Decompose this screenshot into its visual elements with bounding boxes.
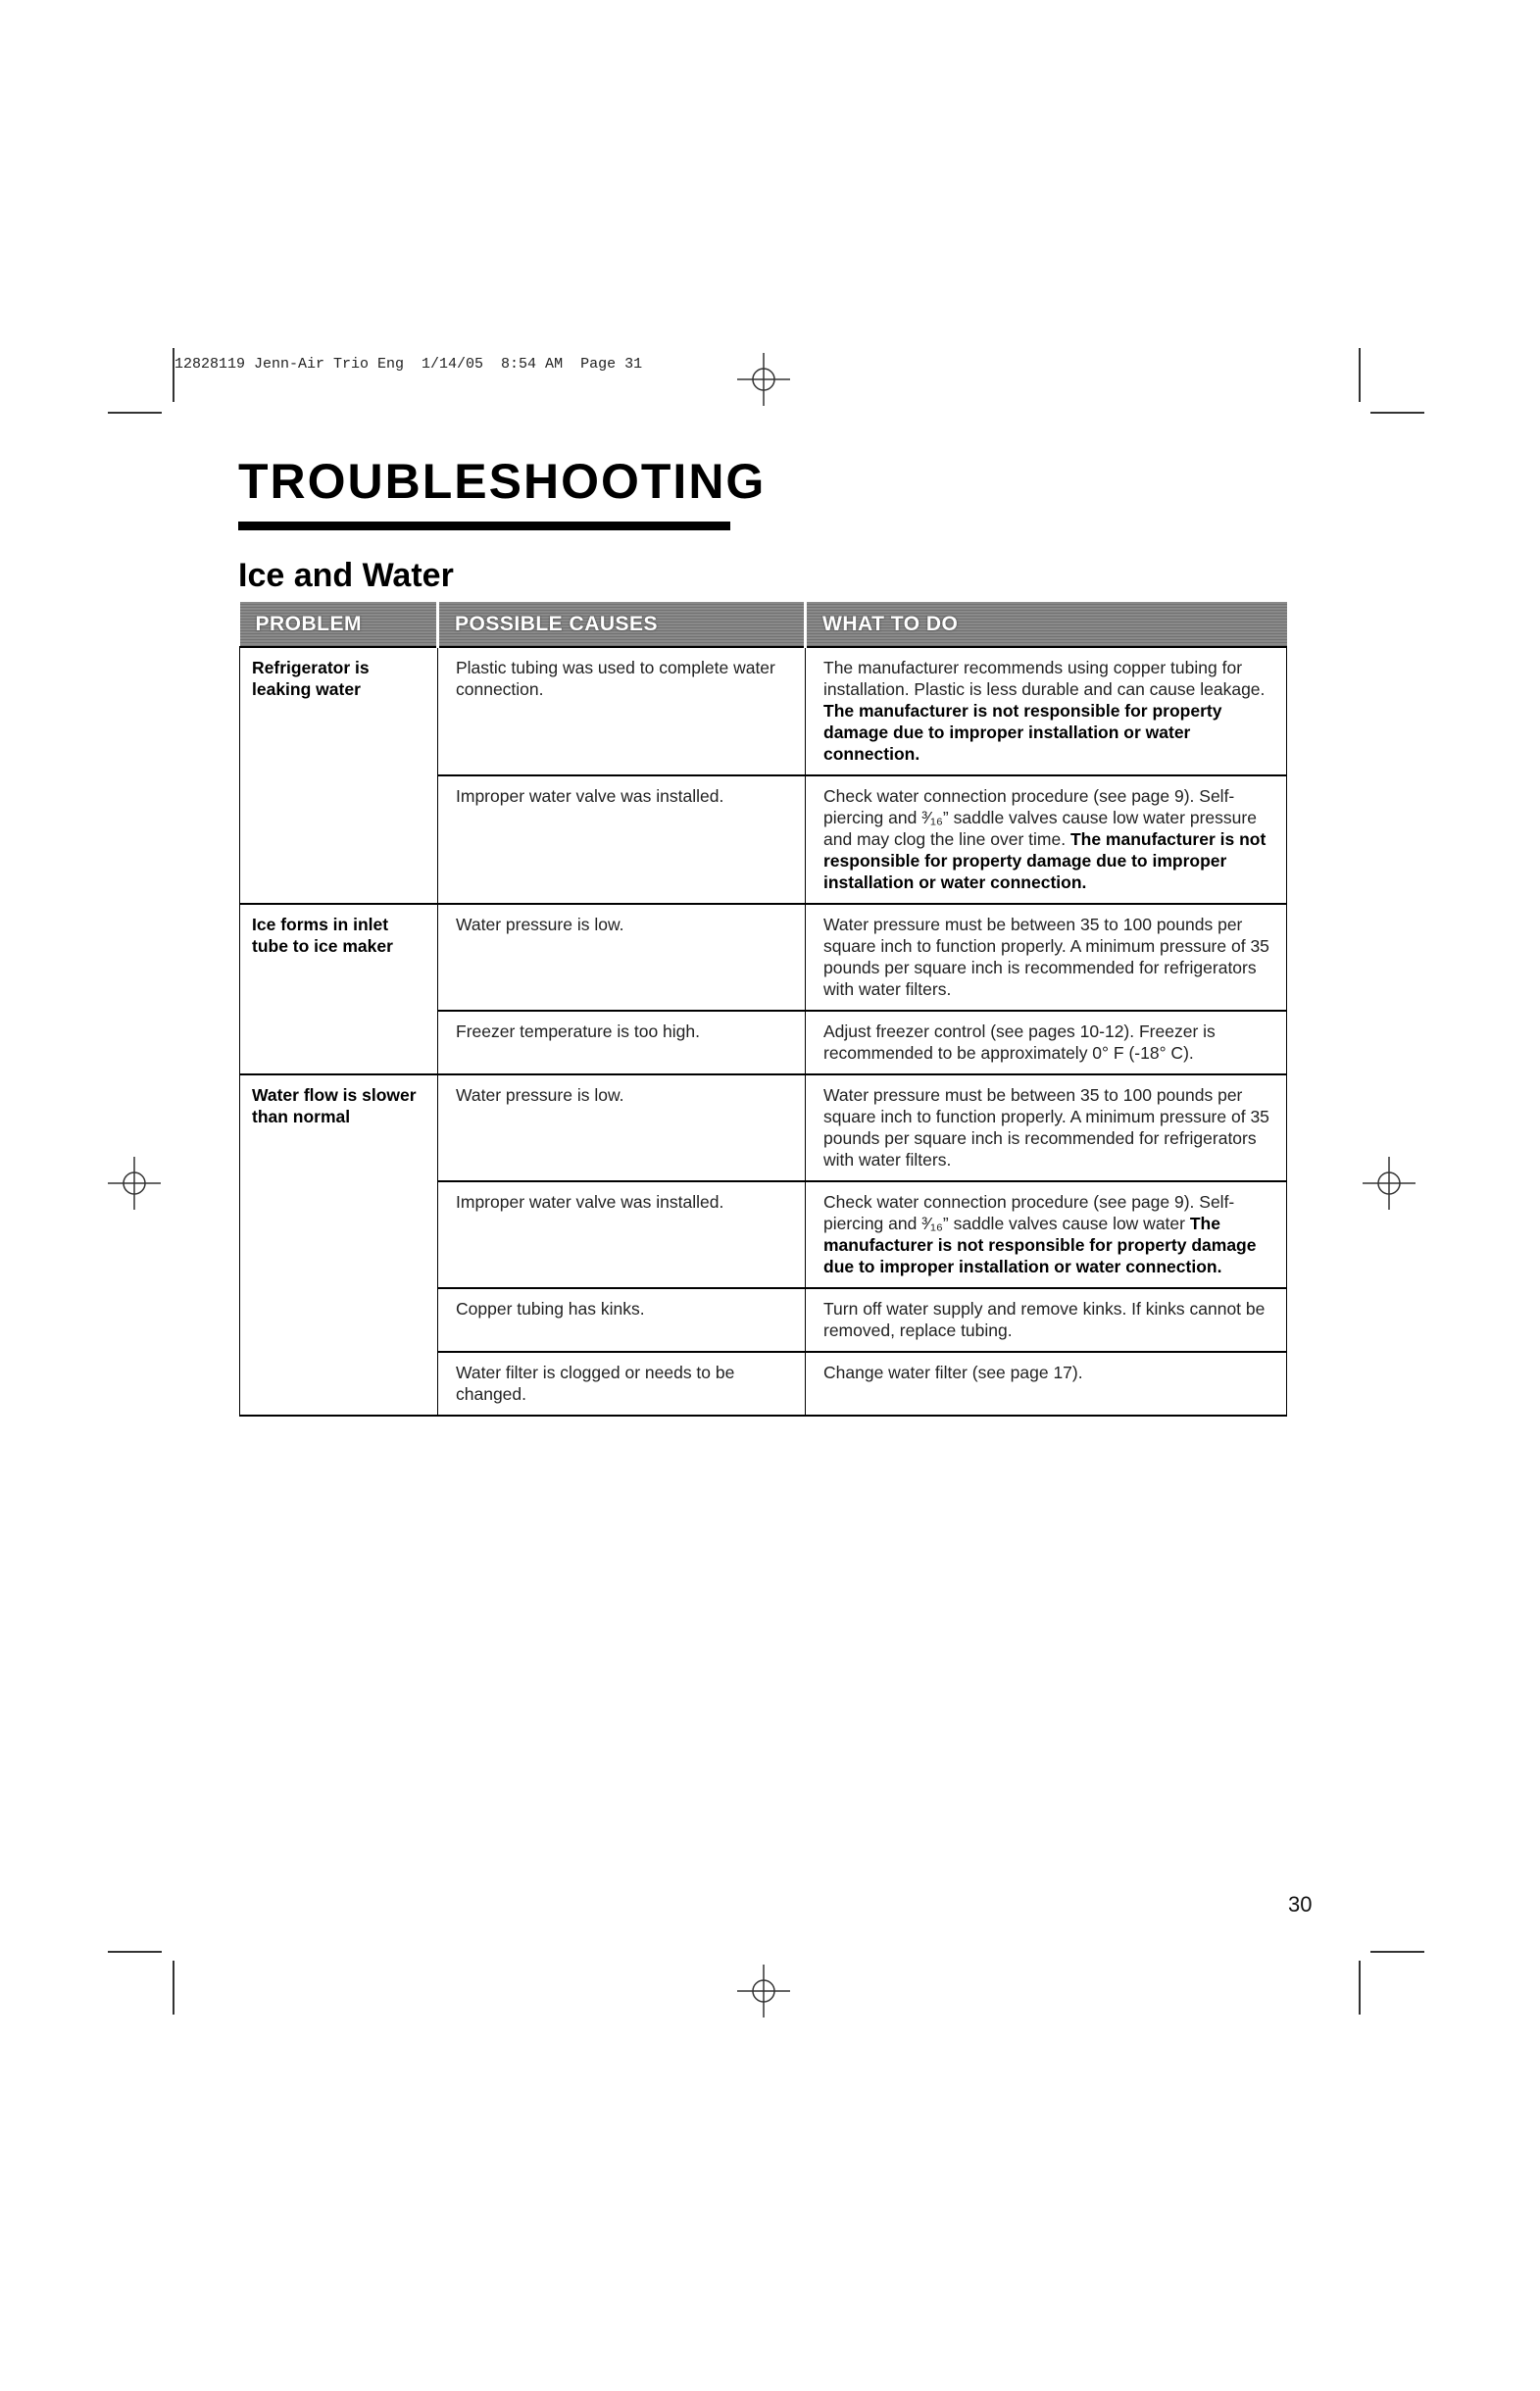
solution-text: Water pressure must be between 35 to 100 pounds per square inch to function properly. A minimum pressure of 35 pounds per square inch is recommended for refrigerators with water filters. bbox=[823, 1085, 1269, 1170]
registration-mark-icon bbox=[737, 353, 790, 406]
cause-cell: Freezer temperature is too high. bbox=[438, 1011, 806, 1074]
solution-text: Water pressure must be between 35 to 100 pounds per square inch to function properly. A minimum pressure of 35 pounds per square inch is recommended for refrigerators with water filters. bbox=[823, 915, 1269, 999]
solution-cell bbox=[806, 1074, 1287, 1181]
cause-cell: Improper water valve was installed. bbox=[438, 775, 806, 904]
solution-cell bbox=[806, 1011, 1287, 1074]
table-row bbox=[240, 1074, 1287, 1181]
registration-mark-icon bbox=[1363, 1157, 1416, 1210]
registration-mark-icon bbox=[108, 1157, 161, 1210]
table-row bbox=[240, 904, 1287, 1011]
solution-text: The manufacturer recommends using copper tubing for installation. Plastic is less durable and can cause leakage. bbox=[823, 658, 1266, 699]
solution-warning: The manufacturer is not responsible for property damage due to improper installation or water connection. bbox=[823, 701, 1222, 764]
table-row bbox=[240, 647, 1287, 775]
crop-mark bbox=[173, 348, 174, 402]
solution-cell bbox=[806, 1181, 1287, 1288]
solution-text: Check water connection procedure (see page 9). Self-piercing and ³⁄₁₆” saddle valves cause low water pressure and may clog the line over time. bbox=[823, 786, 1257, 849]
header-problem: PROBLEM bbox=[240, 602, 438, 647]
solution-cell bbox=[806, 775, 1287, 904]
solution-cell bbox=[806, 1352, 1287, 1416]
solution-cell bbox=[806, 647, 1287, 775]
solution-cell bbox=[806, 904, 1287, 1011]
crop-mark bbox=[1370, 1951, 1424, 1953]
crop-mark bbox=[1359, 348, 1361, 402]
crop-mark bbox=[108, 412, 162, 414]
problem-cell: Refrigerator is leaking water bbox=[240, 647, 438, 904]
problem-cell: Water flow is slower than normal bbox=[240, 1074, 438, 1416]
crop-mark bbox=[1370, 412, 1424, 414]
solution-cell bbox=[806, 1288, 1287, 1352]
header-what-to-do: WHAT TO DO bbox=[806, 602, 1287, 647]
print-slug: 12828119 Jenn-Air Trio Eng 1/14/05 8:54 AM Page 31 bbox=[174, 356, 643, 373]
crop-mark bbox=[1359, 1961, 1361, 2015]
solution-warning: The manufacturer is not responsible for property damage due to improper installation or water connection. bbox=[823, 829, 1267, 892]
problem-cell: Ice forms in inlet tube to ice maker bbox=[240, 904, 438, 1074]
solution-text: Check water connection procedure (see page 9). Self-piercing and ³⁄₁₆” saddle valves cause low water bbox=[823, 1192, 1235, 1233]
registration-mark-icon bbox=[737, 1965, 790, 2017]
solution-text: Change water filter (see page 17). bbox=[823, 1363, 1083, 1382]
crop-mark bbox=[108, 1951, 162, 1953]
crop-mark bbox=[173, 1961, 174, 2015]
solution-warning: The manufacturer is not responsible for property damage due to improper installation or water connection. bbox=[823, 1214, 1257, 1276]
troubleshooting-table bbox=[239, 602, 1287, 1417]
title-rule bbox=[238, 522, 730, 530]
cause-cell: Water pressure is low. bbox=[438, 904, 806, 1011]
page-title: TROUBLESHOOTING bbox=[238, 454, 767, 509]
solution-text: Turn off water supply and remove kinks. If kinks cannot be removed, replace tubing. bbox=[823, 1299, 1266, 1340]
page-number: 30 bbox=[1288, 1892, 1313, 1917]
header-possible-causes: POSSIBLE CAUSES bbox=[438, 602, 806, 647]
cause-cell: Plastic tubing was used to complete water connection. bbox=[438, 647, 806, 775]
cause-cell: Water filter is clogged or needs to be changed. bbox=[438, 1352, 806, 1416]
solution-text: Adjust freezer control (see pages 10-12). Freezer is recommended to be approximately 0° F (-18° C). bbox=[823, 1021, 1216, 1063]
cause-cell: Copper tubing has kinks. bbox=[438, 1288, 806, 1352]
table-header-row bbox=[240, 602, 1287, 647]
section-title: Ice and Water bbox=[238, 557, 454, 594]
cause-cell: Improper water valve was installed. bbox=[438, 1181, 806, 1288]
cause-cell: Water pressure is low. bbox=[438, 1074, 806, 1181]
